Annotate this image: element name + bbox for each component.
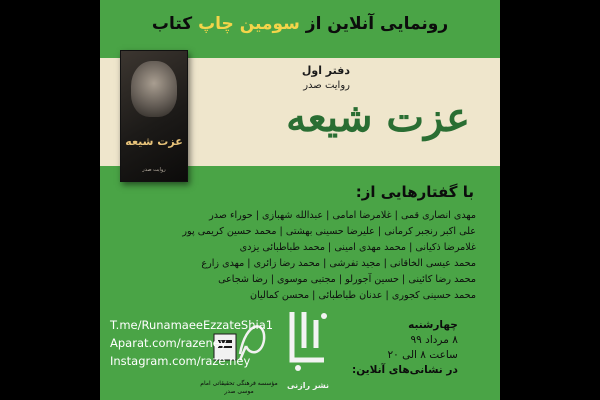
portrait-image	[131, 61, 177, 117]
instagram-link[interactable]: Instagram.com/raze.ney	[110, 354, 251, 368]
speaker-name: | محمد رضا زائری	[254, 258, 330, 269]
speaker-line	[140, 208, 476, 224]
speaker-name: | مجید تفرشی	[329, 258, 390, 269]
speaker-name: | حسین آجورلو	[345, 274, 408, 285]
speaker-line	[140, 240, 476, 256]
headline-accent: سومین چاپ	[198, 14, 300, 34]
speaker-name: | عدنان طباطبائی	[318, 290, 391, 301]
speaker-line	[140, 272, 476, 288]
speaker-name: محمد رضا کائینی	[408, 274, 476, 285]
speaker-name: محمد حسینی کجوری	[391, 290, 476, 301]
headline-part2: کتاب	[151, 14, 199, 34]
speaker-line	[140, 224, 476, 240]
event-date: ۸ مرداد ۹۹	[410, 334, 458, 346]
speaker-name: مهدی انصاری قمی	[400, 210, 476, 221]
online-links	[110, 316, 273, 370]
book-volume: دفتر اول	[301, 64, 350, 77]
speaker-name: غلامرضا ذکیانی	[415, 242, 476, 253]
book-cover-title: عزت شیعه	[125, 135, 183, 148]
aparat-link[interactable]: Aparat.com/razeney	[110, 336, 227, 350]
speaker-line	[140, 288, 476, 304]
publisher-emblem-icon	[280, 306, 336, 376]
publisher-logo	[280, 306, 336, 390]
speaker-name: | حوراء صدر	[209, 210, 262, 221]
speaker-name: | محسن کمالیان	[250, 290, 318, 301]
speaker-line	[140, 256, 476, 272]
speaker-name: | محمد طباطبائی یزدی	[240, 242, 335, 253]
book-subtitle: روایت صدر	[303, 80, 350, 91]
event-channels: در نشانی‌های آنلاین:	[352, 364, 458, 376]
speaker-name: علی اکبر رنجبر کرمانی	[384, 226, 476, 237]
institute-caption: مؤسسه فرهنگی تحقیقاتی امام موسی صدر	[200, 380, 278, 395]
event-info	[352, 318, 458, 378]
speaker-name: | عبدالله شهبازی	[262, 210, 332, 221]
speaker-name: | غلامرضا امامی	[332, 210, 401, 221]
speakers-label: با گفتارهایی از:	[355, 183, 474, 201]
book-cover-subtitle: روایت صدر	[142, 167, 166, 173]
speaker-name: | محمد حسین کریمی پور	[182, 226, 285, 237]
book-title: عزت شیعه	[286, 94, 470, 141]
event-day: چهارشنبه	[408, 319, 458, 331]
headline	[100, 14, 500, 34]
speaker-name: | علیرضا حسینی بهشتی	[286, 226, 384, 237]
publisher-caption: نشر رازنی	[287, 381, 329, 390]
speaker-name: | مهدی زارع	[201, 258, 253, 269]
book-cover	[120, 50, 188, 182]
telegram-link[interactable]: T.me/RunamaeeEzzateShia1	[110, 318, 274, 332]
speaker-name: محمد عیسی الخاقانی	[389, 258, 476, 269]
speaker-list	[140, 208, 476, 304]
headline-part1: رونمایی آنلاین از	[299, 14, 449, 34]
speaker-name: | رضا شجاعی	[218, 274, 277, 285]
speaker-name: | محمد مهدی امینی	[334, 242, 415, 253]
event-time: ساعت ۸ الی ۲۰	[387, 349, 458, 361]
poster	[100, 0, 500, 400]
speaker-name: | مجتبی موسوی	[277, 274, 345, 285]
